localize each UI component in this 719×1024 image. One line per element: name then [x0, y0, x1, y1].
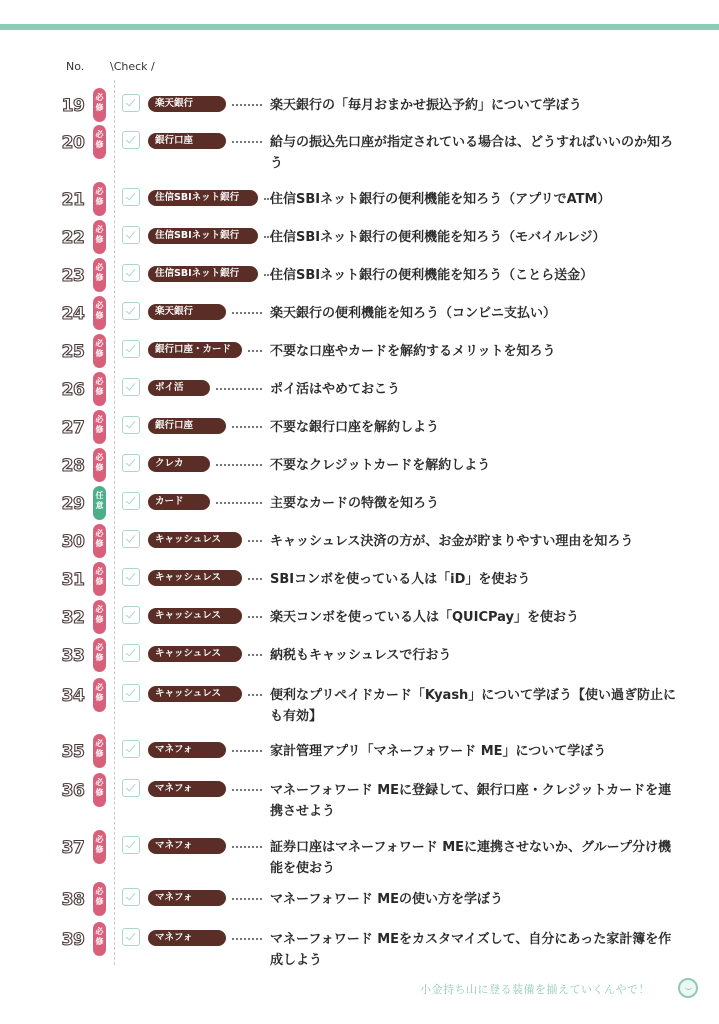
category-tag: クレカ — [148, 456, 210, 472]
leader-dots — [248, 350, 262, 352]
header-check-label: \Check / — [110, 60, 155, 73]
required-badge: 必 修 — [93, 220, 106, 254]
item-number: 29 — [61, 494, 85, 514]
required-badge: 必 修 — [93, 448, 106, 482]
category-tag: キャッシュレス — [148, 532, 242, 548]
item-number: 21 — [61, 190, 85, 210]
leader-dots — [232, 141, 262, 143]
checklist-row — [0, 835, 719, 876]
checkbox[interactable] — [122, 684, 140, 702]
checkbox[interactable] — [122, 302, 140, 320]
checklist-row — [0, 927, 719, 968]
leader-dots — [248, 578, 262, 580]
category-tag: 銀行口座 — [148, 418, 226, 434]
category-tag: マネフォ — [148, 838, 226, 854]
leader-dots — [248, 540, 262, 542]
checklist-row — [0, 225, 719, 266]
checklist-row — [0, 301, 719, 342]
checkbox[interactable] — [122, 188, 140, 206]
item-number: 20 — [61, 133, 85, 153]
item-number: 19 — [61, 96, 85, 116]
checkbox[interactable] — [122, 416, 140, 434]
category-tag: マネフォ — [148, 781, 226, 797]
category-tag: カード — [148, 494, 210, 510]
checkbox[interactable] — [122, 454, 140, 472]
category-tag: 楽天銀行 — [148, 96, 226, 112]
required-badge: 必 修 — [93, 638, 106, 672]
item-text: 給与の振込先口座が指定されている場合は、どうすればいいのか知ろう — [270, 135, 674, 171]
checkbox[interactable] — [122, 131, 140, 149]
optional-badge: 任 意 — [93, 486, 106, 520]
category-tag: 銀行口座 — [148, 133, 226, 149]
checklist-row — [0, 605, 719, 646]
required-badge: 必 修 — [93, 258, 106, 292]
category-tag: ポイ活 — [148, 380, 210, 396]
checklist-row — [0, 529, 719, 570]
item-number: 36 — [61, 781, 85, 801]
checklist-row — [0, 415, 719, 456]
category-tag: マネフォ — [148, 930, 226, 946]
item-text: SBIコンボを使っている人は「iD」を使おう — [270, 572, 531, 587]
category-tag: 住信SBIネット銀行 — [148, 228, 258, 244]
item-text: 住信SBIネット銀行の便利機能を知ろう（モバイルレジ） — [270, 230, 606, 245]
item-text: 楽天コンボを使っている人は「QUICPay」を使おう — [270, 610, 580, 625]
checkbox[interactable] — [122, 888, 140, 906]
item-number: 28 — [61, 456, 85, 476]
checklist-row — [0, 683, 719, 724]
item-number: 27 — [61, 418, 85, 438]
category-tag: マネフォ — [148, 890, 226, 906]
item-number: 23 — [61, 266, 85, 286]
leader-dots — [248, 654, 262, 656]
checkbox[interactable] — [122, 740, 140, 758]
footer-caption: 小金持ち山に登る装備を揃えていくんやで！ — [420, 983, 650, 996]
item-number: 25 — [61, 342, 85, 362]
required-badge: 必 修 — [93, 773, 106, 807]
checkbox[interactable] — [122, 264, 140, 282]
checkbox[interactable] — [122, 340, 140, 358]
item-text: マネーフォワード MEに登録して、銀行口座・クレジットカードを連携させよう — [270, 783, 672, 819]
leader-dots — [216, 388, 262, 390]
item-number: 31 — [61, 570, 85, 590]
checklist-row — [0, 491, 719, 532]
leader-dots — [232, 312, 262, 314]
leader-dots — [232, 898, 262, 900]
leader-dots — [248, 694, 262, 696]
checklist-row — [0, 567, 719, 608]
item-number: 38 — [61, 890, 85, 910]
checkbox[interactable] — [122, 568, 140, 586]
category-tag: キャッシュレス — [148, 570, 242, 586]
item-number: 37 — [61, 838, 85, 858]
checkbox[interactable] — [122, 836, 140, 854]
leader-dots — [248, 616, 262, 618]
leader-dots — [232, 938, 262, 940]
leader-dots — [232, 104, 262, 106]
item-number: 39 — [61, 930, 85, 950]
leader-dots — [216, 502, 262, 504]
checkbox[interactable] — [122, 94, 140, 112]
checkbox[interactable] — [122, 492, 140, 510]
required-badge: 必 修 — [93, 524, 106, 558]
category-tag: 銀行口座・カード — [148, 342, 242, 358]
leader-dots — [232, 846, 262, 848]
item-text: 不要な口座やカードを解約するメリットを知ろう — [270, 344, 556, 359]
checkbox[interactable] — [122, 378, 140, 396]
required-badge: 必 修 — [93, 296, 106, 330]
item-text: 家計管理アプリ「マネーフォワード ME」について学ぼう — [270, 744, 607, 759]
required-badge: 必 修 — [93, 678, 106, 712]
item-text: 不要な銀行口座を解約しよう — [270, 420, 440, 435]
category-tag: 住信SBIネット銀行 — [148, 266, 258, 282]
item-text: 主要なカードの特徴を知ろう — [270, 496, 440, 511]
required-badge: 必 修 — [93, 334, 106, 368]
checklist-row — [0, 187, 719, 228]
checklist-row — [0, 130, 719, 171]
category-tag: マネフォ — [148, 742, 226, 758]
item-text: マネーフォワード MEをカスタマイズして、自分にあった家計簿を作成しよう — [270, 932, 672, 968]
required-badge: 必 修 — [93, 734, 106, 768]
checklist-row — [0, 778, 719, 819]
item-number: 30 — [61, 532, 85, 552]
item-number: 33 — [61, 646, 85, 666]
item-number: 35 — [61, 742, 85, 762]
checkbox[interactable] — [122, 779, 140, 797]
item-number: 24 — [61, 304, 85, 324]
item-text: 楽天銀行の便利機能を知ろう（コンビニ支払い） — [270, 306, 557, 321]
item-number: 22 — [61, 228, 85, 248]
category-tag: キャッシュレス — [148, 646, 242, 662]
item-text: ポイ活はやめておこう — [270, 382, 401, 397]
checklist-row — [0, 739, 719, 780]
item-text: 便利なプリペイドカード「Kyash」について学ぼう【使い過ぎ防止にも有効】 — [270, 688, 677, 724]
item-number: 34 — [61, 686, 85, 706]
checklist-row — [0, 93, 719, 134]
category-tag: 住信SBIネット銀行 — [148, 190, 258, 206]
required-badge: 必 修 — [93, 125, 106, 159]
checkbox[interactable] — [122, 644, 140, 662]
checklist-row — [0, 339, 719, 380]
required-badge: 必 修 — [93, 600, 106, 634]
required-badge: 必 修 — [93, 922, 106, 956]
item-text: 住信SBIネット銀行の便利機能を知ろう（アプリでATM） — [270, 192, 611, 207]
required-badge: 必 修 — [93, 562, 106, 596]
category-tag: キャッシュレス — [148, 686, 242, 702]
required-badge: 必 修 — [93, 882, 106, 916]
leader-dots — [216, 464, 262, 466]
checklist-row — [0, 263, 719, 304]
item-text: 楽天銀行の「毎月おまかせ振込予約」について学ぼう — [270, 98, 582, 113]
item-text: キャッシュレス決済の方が、お金が貯まりやすい理由を知ろう — [270, 534, 634, 549]
required-badge: 必 修 — [93, 410, 106, 444]
leader-dots — [232, 789, 262, 791]
checklist-row — [0, 377, 719, 418]
checkbox[interactable] — [122, 928, 140, 946]
leader-dots — [232, 750, 262, 752]
checkbox[interactable] — [122, 606, 140, 624]
item-text: 納税もキャッシュレスで行おう — [270, 648, 452, 663]
checklist-row — [0, 453, 719, 494]
checklist-row — [0, 643, 719, 684]
category-tag: キャッシュレス — [148, 608, 242, 624]
item-number: 26 — [61, 380, 85, 400]
category-tag: 楽天銀行 — [148, 304, 226, 320]
required-badge: 必 修 — [93, 182, 106, 216]
item-text: 証券口座はマネーフォワード MEに連携させないか、グループ分け機能を使おう — [270, 840, 672, 876]
required-badge: 必 修 — [93, 830, 106, 864]
checkbox[interactable] — [122, 530, 140, 548]
item-text: マネーフォワード MEの使い方を学ぼう — [270, 892, 504, 907]
header-no-label: No. — [66, 60, 85, 73]
leader-dots — [232, 426, 262, 428]
required-badge: 必 修 — [93, 372, 106, 406]
mascot-icon — [678, 978, 698, 998]
required-badge: 必 修 — [93, 88, 106, 122]
item-text: 住信SBIネット銀行の便利機能を知ろう（ことら送金） — [270, 268, 594, 283]
item-text: 不要なクレジットカードを解約しよう — [270, 458, 491, 473]
item-number: 32 — [61, 608, 85, 628]
checkbox[interactable] — [122, 226, 140, 244]
checklist-row — [0, 887, 719, 928]
